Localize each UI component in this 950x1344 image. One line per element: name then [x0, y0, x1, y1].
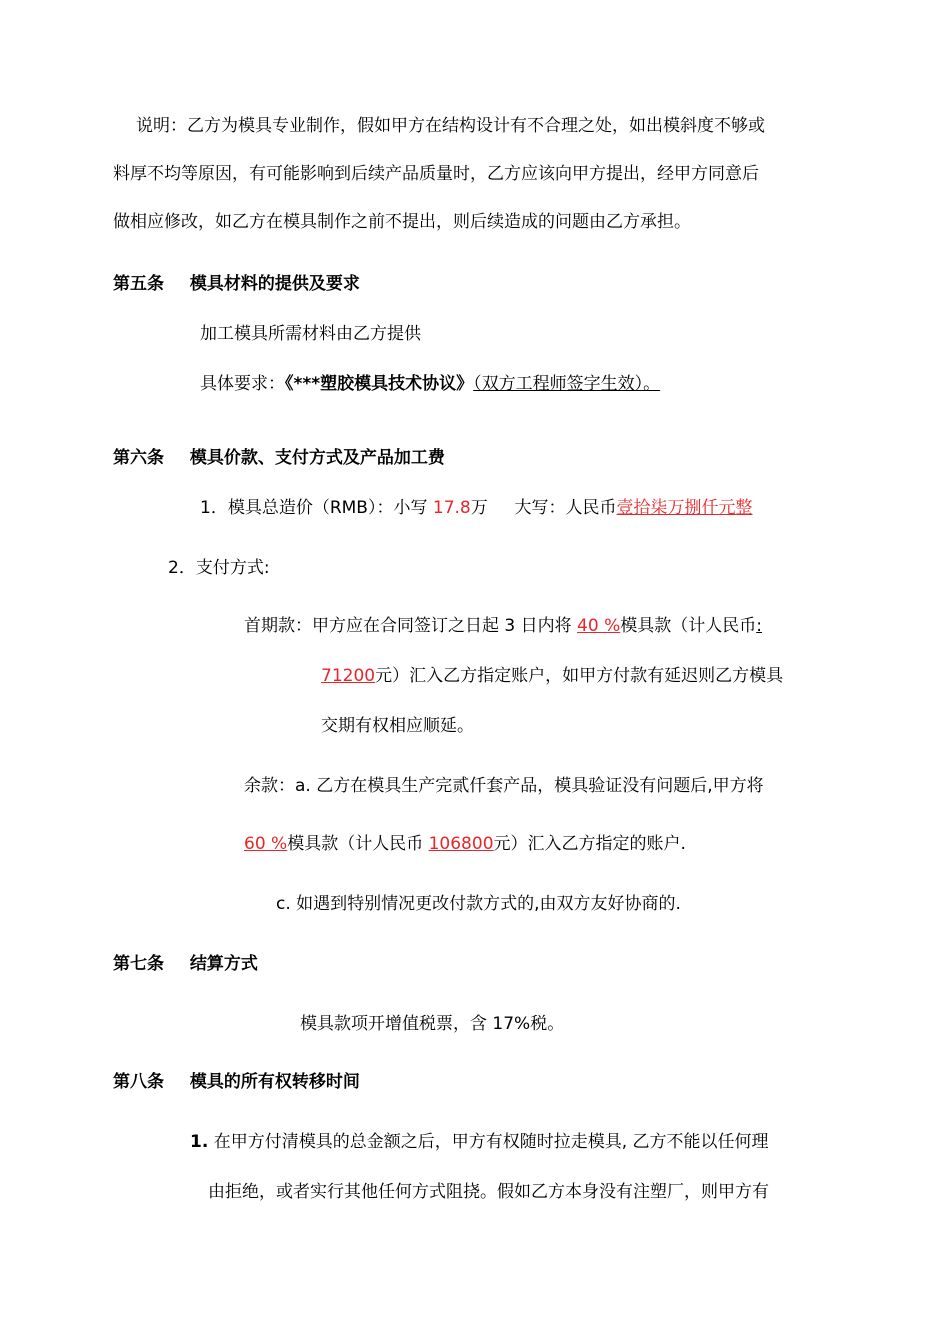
first-payment-suffix: 元）汇入乙方指定账户，如甲方付款有延迟则乙方模具 [375, 666, 784, 686]
article-5-number: 第五条 [113, 274, 164, 294]
first-payment-label: 首期款：甲方应在合同签订之日起 3 日内将 [244, 616, 572, 636]
rest-payment-amount: 106800 [428, 834, 494, 854]
ownership-line-1-text: 在甲方付清模具的总金额之后，甲方有权随时拉走模具, 乙方不能以任何理 [213, 1132, 769, 1152]
rest-payment-percent: 60 % [244, 834, 288, 854]
requirement-label: 具体要求： [200, 374, 285, 394]
article-8-number: 第八条 [113, 1072, 164, 1092]
payment-note-c: c. 如遇到特别情况更改付款方式的,由双方友好协商的. [276, 894, 681, 914]
total-price-big-value: 壹拾柒万捌仟元整 [616, 498, 753, 518]
first-payment-line-1 [244, 614, 762, 638]
ownership-line-2: 由拒绝，或者实行其他任何方式阻挠。假如乙方本身没有注塑厂，则甲方有 [208, 1182, 769, 1202]
article-7-number: 第七条 [113, 954, 164, 974]
requirement-note: （双方工程师签字生效）。 [473, 374, 661, 394]
total-price-amount: 17.8 [432, 498, 471, 518]
ownership-item-number: 1. [190, 1132, 209, 1152]
article-5-title: 模具材料的提供及要求 [189, 274, 360, 294]
first-payment-mid: 模具款（计人民币 [620, 616, 757, 636]
first-payment-line-3: 交期有权相应顺延。 [321, 716, 474, 736]
explanation-line-2: 料厚不均等原因，有可能影响到后续产品质量时，乙方应该向甲方提出，经甲方同意后 [113, 164, 759, 184]
article-6-heading [113, 446, 445, 470]
first-payment-colon: : [756, 616, 762, 636]
article-5-line-1: 加工模具所需材料由乙方提供 [200, 324, 421, 344]
tech-agreement-title: 《***塑胶模具技术协议》 [285, 374, 474, 394]
article-6-number: 第六条 [113, 448, 164, 468]
article-5-heading [113, 272, 360, 296]
ownership-line-1 [190, 1130, 769, 1154]
article-7-heading [113, 952, 258, 976]
article-6-title: 模具价款、支付方式及产品加工费 [189, 448, 445, 468]
total-price-big-label: 大写：人民币 [514, 498, 617, 518]
first-payment-percent: 40 % [577, 616, 621, 636]
rest-payment-suffix: 元）汇入乙方指定的账户. [493, 834, 686, 854]
article-7-title: 结算方式 [189, 954, 258, 974]
settlement-line: 模具款项开增值税票，含 17%税。 [300, 1014, 565, 1034]
article-5-line-2 [200, 372, 668, 396]
total-price-label: 1．模具总造价（RMB）：小写 [200, 498, 428, 518]
payment-method-label: 2．支付方式: [168, 558, 270, 578]
explanation-line-1: 说明：乙方为模具专业制作，假如甲方在结构设计有不合理之处，如出模斜度不够或 [136, 116, 765, 136]
article-8-title: 模具的所有权转移时间 [189, 1072, 360, 1092]
rest-payment-line-1: 余款：a. 乙方在模具生产完贰仟套产品，模具验证没有问题后,甲方将 [244, 776, 764, 796]
first-payment-amount: 71200 [321, 666, 376, 686]
rest-payment-line-2 [244, 832, 686, 856]
explanation-line-3: 做相应修改，如乙方在模具制作之前不提出，则后续造成的问题由乙方承担。 [113, 212, 691, 232]
article-8-heading [113, 1070, 360, 1094]
first-payment-line-2 [321, 664, 783, 688]
rest-payment-mid: 模具款（计人民币 [287, 834, 424, 854]
total-price-line [200, 496, 753, 520]
total-price-unit: 万 [470, 498, 488, 518]
